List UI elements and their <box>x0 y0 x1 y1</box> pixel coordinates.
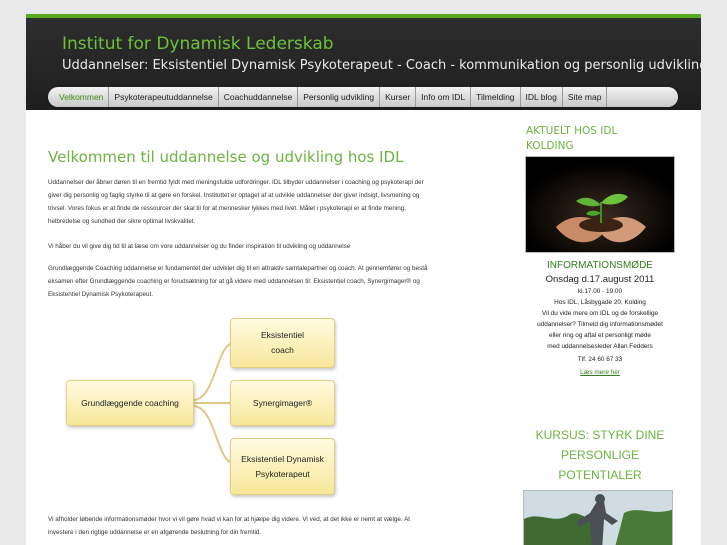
info-text-line: uddannelser? Tilmeld dig informationsmødet <box>537 321 663 328</box>
info-text-line: med uddannelsesleder Allan Fedders <box>547 343 653 350</box>
course-heading <box>520 425 680 485</box>
nav-item-idl-blog[interactable]: IDL blog <box>521 87 563 107</box>
info-phone: Tlf. 24 60 67 33 <box>577 356 623 363</box>
coaching-paragraph <box>48 262 508 301</box>
education-path-diagram <box>66 313 356 498</box>
page-title: Velkommen til uddannelse og udvikling hos IDL <box>48 148 404 166</box>
text-line: eksamen efter Grundlæggende coaching er forudsætning for at gå videre med uddannelsen til: Eksistentiel coach, Synergimager® og <box>48 278 420 285</box>
hands-plant-image <box>525 156 675 253</box>
course-heading-line: PERSONLIGE <box>560 448 640 462</box>
course-heading-line: KURSUS: STYRK DINE <box>535 428 665 442</box>
site-subtitle: Uddannelser: Eksistentiel Dynamisk Psykoterapeut - Coach - kommunikation og personlig udvikling <box>62 58 708 73</box>
content-area <box>26 110 701 545</box>
main-nav <box>48 87 678 107</box>
text-line: Grundlæggende Coaching uddannelse er fundamentet der udvikler dig til en attraktiv samtalepartner og coach. At gennemfører og bestå <box>48 265 428 272</box>
text-line: investere i den rigtige uddannelse er en afgørende beslutning for din fremtid. <box>48 529 262 536</box>
text-line: trivsel. Vores fokus er at finde de ressourcer der skal til for at mennesker lykkes med livet. Målet i psykoterapi er at finde mening, <box>48 205 407 212</box>
info-meeting-date: Onsdag d.17.august 2011 <box>545 274 655 285</box>
info-meeting-title: INFORMATIONSMØDE <box>547 260 653 271</box>
sidebar-heading <box>526 124 686 154</box>
info-meeting-time: kl.17.00 - 19.00 <box>577 288 623 295</box>
nav-item-kurser[interactable]: Kurser <box>380 87 416 107</box>
read-more-link[interactable]: Læs mere her <box>580 369 620 376</box>
course-heading-line: POTENTIALER <box>558 468 642 482</box>
text-line: Vi afholder løbende informationsmøder hvor vi vil gøre hvad vi kan for at hjælpe dig videre. Vi ved, at det ikke er nemt at vælge. At <box>48 516 411 523</box>
sidebar-heading-line: KOLDING <box>526 140 574 152</box>
nav-item-personlig-udvikling[interactable]: Personlig udvikling <box>298 87 380 107</box>
text-line: helbredelse og sundhed der sikre optimal livskvalitet. <box>48 218 196 225</box>
read-more-link-wrap <box>520 369 680 376</box>
info-text-line: Vil du vide mere om IDL og de forskellige <box>541 310 659 317</box>
nav-item-info-om-idl[interactable]: Info om IDL <box>416 87 471 107</box>
text-line: Eksistentiel Dynamisk Psykoterapeut. <box>48 291 153 298</box>
diagram-box-existential-coach: Eksistentiel coach <box>230 318 335 368</box>
site-title[interactable]: Institut for Dynamisk Lederskab <box>62 34 334 54</box>
nav-item-tilmelding[interactable]: Tilmelding <box>471 87 520 107</box>
text-line: Uddannelser der åbner døren til en fremtid fyldt med meningsfulde udfordringer. IDL tilbyder uddannelser i coaching og psykoterapi der <box>48 179 424 186</box>
text-line: giver dig personlig og faglig styrke til at gøre en forskel. Instituttet er optaget af at udvikle uddannelser der giver indsigt, livsmening og <box>48 192 420 199</box>
diagram-box-synergimager: Synergimager® <box>230 380 335 426</box>
nav-item-site-map[interactable]: Site map <box>563 87 608 107</box>
hands-plant-illustration <box>526 157 675 253</box>
info-text-line: eller ring og aftal et personligt møde <box>549 332 651 339</box>
statue-illustration <box>524 491 673 545</box>
inspiration-paragraph <box>48 240 508 253</box>
intro-paragraph <box>48 176 508 228</box>
diagram-box-psychotherapist: Eksistentiel Dynamisk Psykoterapeut <box>230 438 335 495</box>
nav-item-coachuddannelse[interactable]: Coachuddannelse <box>219 87 299 107</box>
sidebar-heading-line: AKTUELT HOS IDL <box>526 125 618 137</box>
diagram-box-root: Grundlæggende coaching <box>66 380 194 426</box>
info-meeting-address: Hos IDL, Låsbygade 20, Kolding <box>554 299 646 306</box>
statue-image <box>523 490 673 545</box>
nav-item-velkommen[interactable]: Velkommen <box>54 87 109 107</box>
text-line: Vi håber du vil give dig tid til at læse om vore uddannelser og du finder inspiration til udvikling og uddannelse <box>48 243 351 250</box>
nav-item-psykoterapeutuddannelse[interactable]: Psykoterapeutuddannelse <box>109 87 218 107</box>
info-meeting-paragraph <box>48 513 508 539</box>
